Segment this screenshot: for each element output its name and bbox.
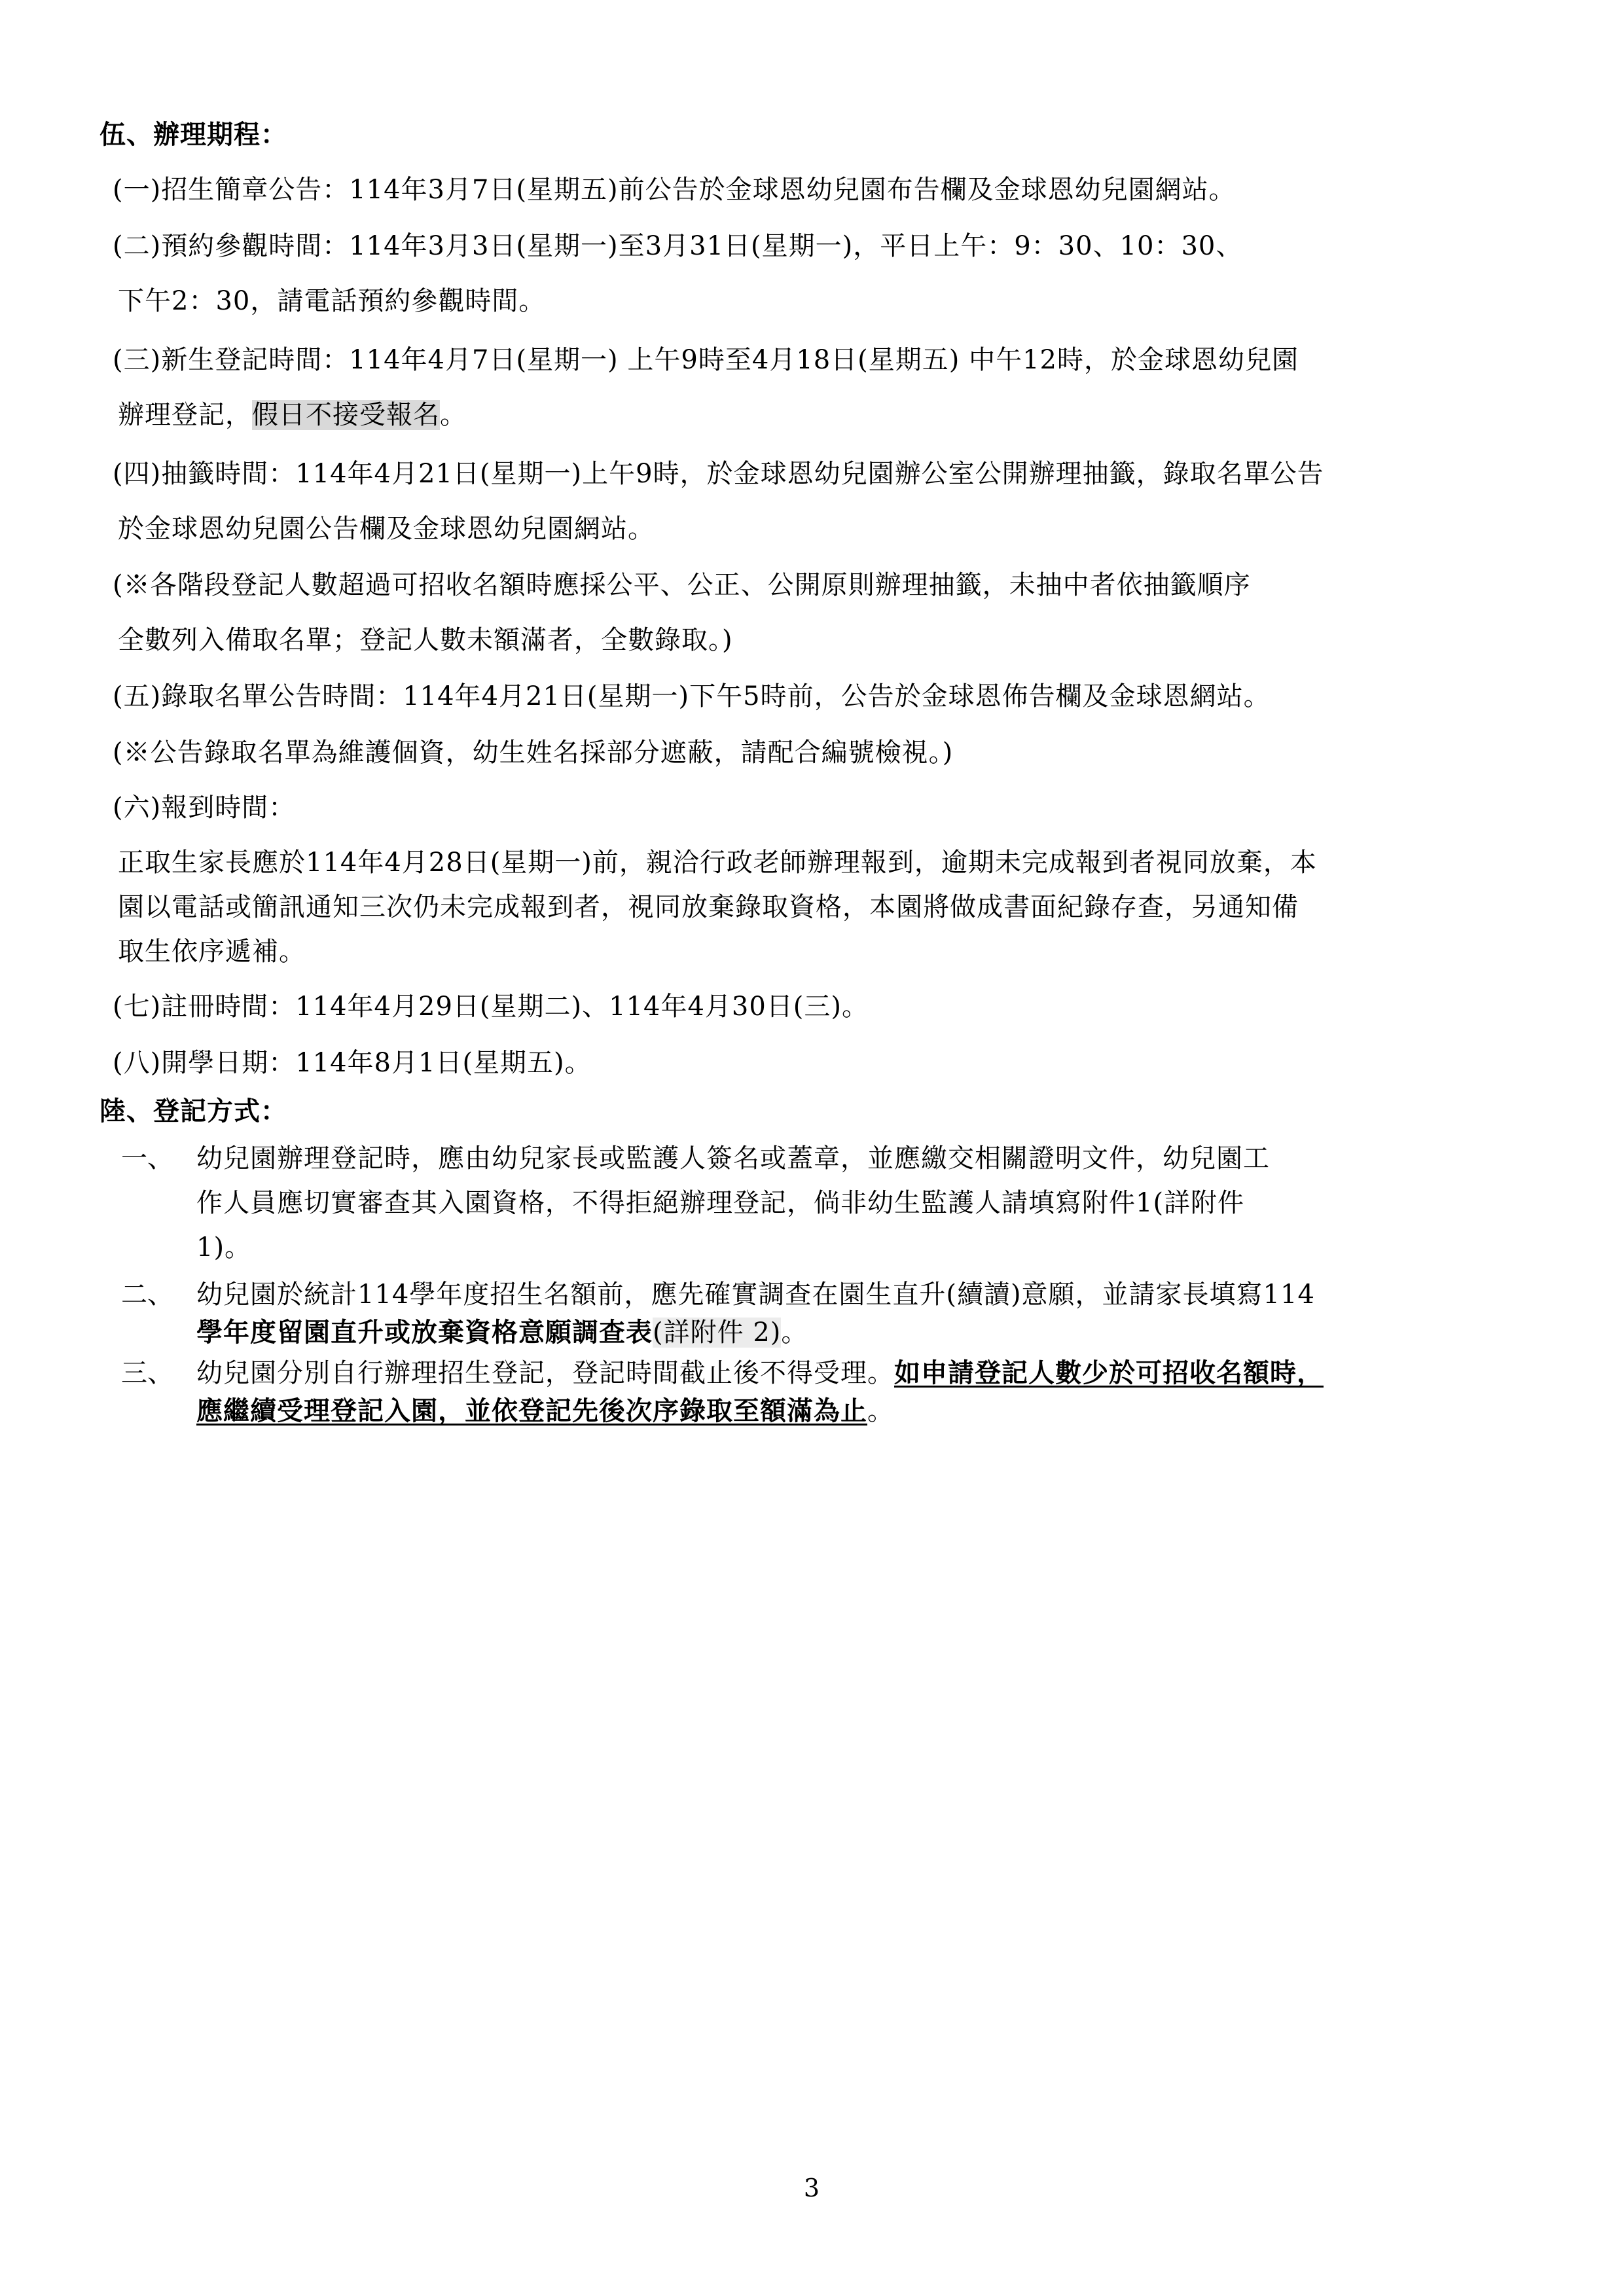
item3-line1-text: 幼兒園分別自行辦理招生登記，登記時間截止後不得受理。	[196, 1358, 894, 1388]
section5-item2-line1: (二)預約參觀時間：114年3月3日(星期一)至3月31日(星期一)，平日上午：9：30、10：30、	[113, 231, 1243, 261]
section6-item1-number: 一、	[121, 1143, 173, 1174]
section6-item3-line2	[196, 1393, 894, 1429]
section6-item1-line1: 幼兒園辦理登記時，應由幼兒家長或監護人簽名或蓋章，並應繳交相關證明文件，幼兒園工	[196, 1143, 1270, 1174]
section5-item3-line1: (三)新生登記時間：114年4月7日(星期一) 上午9時至4月18日(星期五) 中午12時，於金球恩幼兒園	[113, 345, 1299, 375]
section5-item6-body-line3: 取生依序遞補。	[118, 937, 306, 967]
survey-form-title: 學年度留園直升或放棄資格意願調查表	[196, 1317, 653, 1348]
section6-item2-number: 二、	[121, 1280, 173, 1310]
page-number: 3	[803, 2174, 820, 2202]
section6-item2-line2	[196, 1314, 808, 1351]
item3-text-a: 辦理登記，	[118, 400, 252, 430]
item3-line2-emphasis: 應繼續受理登記入園，並依登記先後次序錄取至額滿為止	[196, 1395, 867, 1426]
section5-item4-line1: (四)抽籤時間：114年4月21日(星期一)上午9時，於金球恩幼兒園辦公室公開辦理抽籤，錄取名單公告	[113, 459, 1324, 489]
section6-item1-line3: 1)。	[196, 1232, 252, 1263]
section6-item3-number: 三、	[121, 1358, 173, 1388]
item3-line1-emphasis: 如申請登記人數少於可招收名額時，	[894, 1357, 1324, 1388]
section6-heading: 陸、登記方式：	[99, 1096, 287, 1126]
section5-item2-line2: 下午2：30，請電話預約參觀時間。	[118, 286, 546, 316]
section5-item6: (六)報到時間：	[113, 793, 296, 823]
section5-item3-line2	[118, 397, 467, 433]
section5-item1: (一)招生簡章公告：114年3月7日(星期五)前公告於金球恩幼兒園布告欄及金球恩幼兒園網站。	[113, 175, 1236, 205]
item3-line2-end: 。	[867, 1396, 894, 1426]
section5-note1-line2: 全數列入備取名單；登記人數未額滿者，全數錄取。)	[118, 625, 733, 655]
holiday-notice-highlight: 假日不接受報名	[252, 400, 440, 430]
section5-heading: 伍、辦理期程：	[99, 119, 287, 150]
section6-item1-line2: 作人員應切實審查其入園資格，不得拒絕辦理登記，倘非幼生監護人請填寫附件1(詳附件	[196, 1188, 1245, 1218]
section5-item5: (五)錄取名單公告時間：114年4月21日(星期一)下午5時前，公告於金球恩佈告欄及金球恩網站。	[113, 681, 1271, 711]
item3-text-b: 。	[440, 400, 467, 430]
section5-item6-body-line1: 正取生家長應於114年4月28日(星期一)前，親洽行政老師辦理報到，逾期未完成報到者視同放棄，本	[118, 848, 1317, 878]
section5-item4-line2: 於金球恩幼兒園公告欄及金球恩幼兒園網站。	[118, 514, 655, 544]
section5-item6-body-line2: 園以電話或簡訊通知三次仍未完成報到者，視同放棄錄取資格，本園將做成書面紀錄存查，另通知備	[118, 892, 1299, 922]
attachment-2-reference: (詳附件 2)	[653, 1318, 782, 1348]
section6-item2-line1: 幼兒園於統計114學年度招生名額前，應先確實調查在園生直升(續讀)意願，並請家長填寫114	[196, 1280, 1315, 1310]
item2-line2-end: 。	[781, 1318, 808, 1348]
section5-note2: (※公告錄取名單為維護個資，幼生姓名採部分遮蔽，請配合編號檢視。)	[113, 738, 954, 768]
section5-item8: (八)開學日期：114年8月1日(星期五)。	[113, 1048, 592, 1078]
section6-item3-line1	[196, 1355, 1324, 1391]
section5-item7: (七)註冊時間：114年4月29日(星期二)、114年4月30日(三)。	[113, 992, 869, 1022]
section5-note1-line1: (※各階段登記人數超過可招收名額時應採公平、公正、公開原則辦理抽籤，未抽中者依抽籤順序	[113, 570, 1251, 600]
